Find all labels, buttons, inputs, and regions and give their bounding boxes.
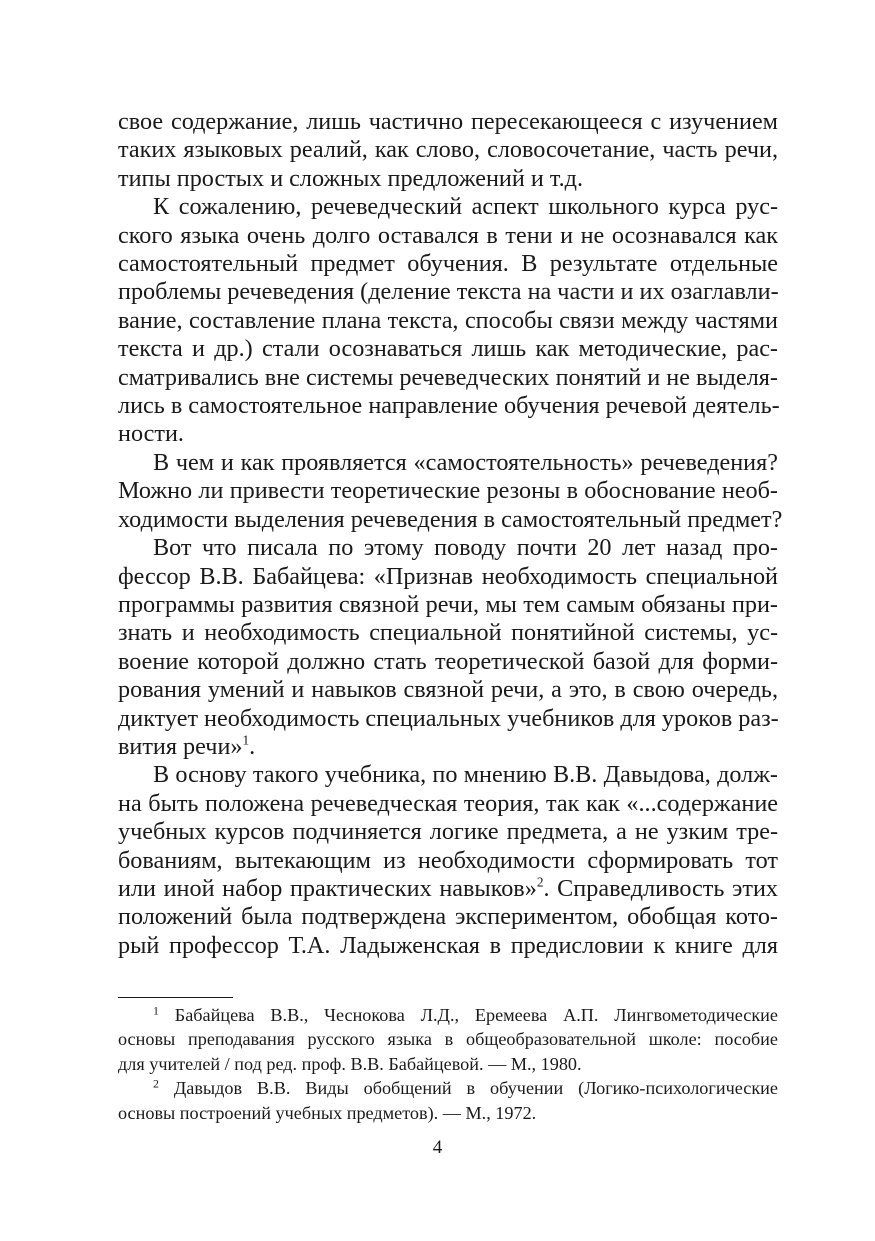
text-line: проблемы речеведения (деление текста на части и их озаглавли- (118, 278, 779, 306)
footnote-separator (118, 997, 233, 998)
text-line: свое содержание, лишь частично пересекающееся с изучением (118, 108, 778, 135)
text-line: диктует необходимость специальных учебников для уроков раз- (118, 704, 779, 732)
footnote-1-line (118, 1003, 778, 1027)
text-line: знать и необходимость специальной понятийной системы, ус- (118, 619, 778, 647)
text-line (118, 733, 778, 761)
text-fragment: . Справедливость этих (543, 874, 778, 902)
text-line: рый профессор Т.А. Ладыженская в предисловии к книге для (118, 931, 778, 959)
text-line: рования умений и навыков связной речи, а это, в свою очередь, (118, 676, 778, 704)
text-line: бованиям, вытекающим из необходимости сформировать тот (118, 846, 778, 874)
text-line: учебных курсов подчиняется логике предмета, а не узким тре- (118, 818, 778, 846)
footnote-2-text: Давыдов В.В. Виды обобщений в обучении (Логико-психологические (158, 1078, 778, 1099)
text-line: программы развития связной речи, мы тем самым обязаны при- (118, 590, 778, 618)
text-fragment: . (249, 732, 256, 760)
page-number: 4 (432, 1137, 443, 1158)
text-line: В чем и как проявляется «самостоятельность» речеведения? (153, 448, 778, 476)
text-line: положений была подтверждена экспериментом, обобщая кото- (118, 903, 778, 931)
text-line: ходимости выделения речеведения в самостоятельный предмет? (118, 505, 783, 533)
text-line: вание, составление плана текста, способы связи между частями (118, 306, 778, 334)
text-line: В основу такого учебника, по мнению В.В. Давыдова, долж- (153, 761, 778, 789)
footnote-1-text: Бабайцева В.В., Чеснокова Л.Д., Еремеева А.П. Лингвометодические (158, 1005, 778, 1025)
text-line: К сожалению, речеведческий аспект школьного курса рус- (153, 193, 778, 221)
footnotes (118, 1003, 778, 1125)
footnote-2-line (118, 1076, 778, 1100)
text-fragment: вития речи» (118, 732, 243, 760)
text-line: воение которой должно стать теоретической базой для форми- (118, 647, 778, 675)
text-line (118, 875, 778, 903)
footnote-2-line: основы построений учебных предметов). — М., 1972. (118, 1102, 537, 1123)
text-line: Можно ли привести теоретические резоны в обоснование необ- (118, 477, 778, 505)
text-line: на быть положена речеведческая теория, так как «...содержание (118, 789, 778, 817)
footnote-1-line: для учителей / под ред. проф. В.В. Бабайцевой. — М., 1980. (118, 1053, 582, 1074)
text-line: таких языковых реалий, как слово, словосочетание, часть речи, (118, 136, 778, 164)
text-line: ского языка очень долго оставался в тени и не осознавался как (118, 221, 778, 249)
text-line: лись в самостоятельное направление обучения речевой деятель- (118, 392, 780, 420)
text-line: Вот что писала по этому поводу почти 20 лет назад про- (153, 534, 778, 562)
footnote-ref-1: 1 (242, 732, 250, 748)
text-line: текста и др.) стали осознаваться лишь как методические, рас- (118, 335, 778, 363)
text-line: самостоятельный предмет обучения. В результате отдельные (118, 250, 778, 278)
text-line: сматривались вне системы речеведческих понятий и не выделя- (118, 363, 778, 391)
footnote-2-marker: 2 (153, 1076, 159, 1091)
text-line: ности. (118, 420, 184, 448)
text-line: фессор В.В. Бабайцева: «Признав необходимость специальной (118, 562, 778, 590)
footnote-1-marker: 1 (153, 1003, 159, 1018)
text-fragment: или иной набор практических навыков» (118, 874, 537, 902)
main-text (118, 108, 783, 960)
footnote-1-line: основы преподавания русского языка в общеобразовательной школе: пособие (118, 1029, 778, 1050)
text-line: типы простых и сложных предложений и т.д. (118, 164, 583, 192)
footnote-ref-2: 2 (536, 874, 544, 890)
